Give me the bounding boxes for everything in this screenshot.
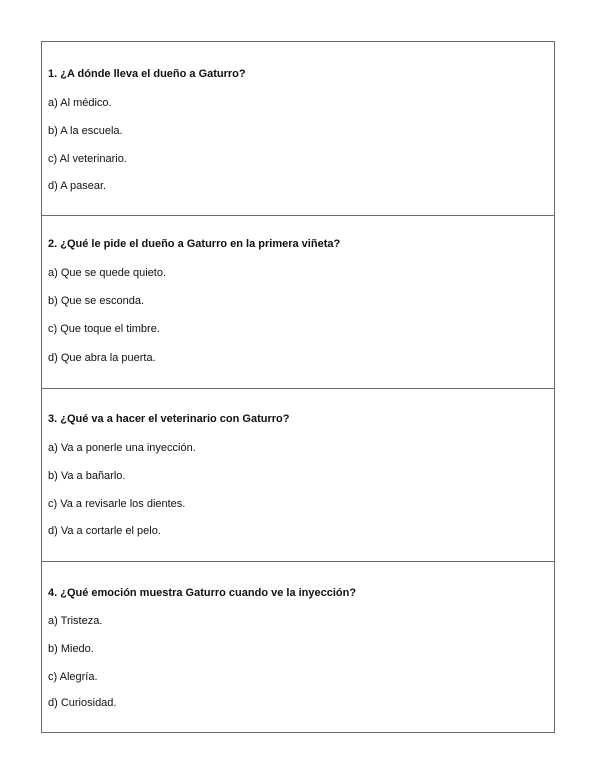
answer-option-c: c) Alegría.: [48, 671, 98, 683]
answer-option-c: c) Que toque el timbre.: [48, 323, 160, 335]
question-title: 2. ¿Qué le pide el dueño a Gaturro en la primera viñeta?: [48, 238, 341, 250]
answer-option-a: a) Va a ponerle una inyección.: [48, 442, 196, 454]
question-block-2: [42, 216, 554, 389]
question-title: 1. ¿A dónde lleva el dueño a Gaturro?: [48, 68, 246, 80]
answer-option-d: d) Va a cortarle el pelo.: [48, 525, 161, 537]
answer-option-c: c) Al veterinario.: [48, 153, 127, 165]
question-title: 3. ¿Qué va a hacer el veterinario con Gaturro?: [48, 413, 290, 425]
answer-option-a: a) Que se quede quieto.: [48, 267, 167, 279]
question-block-3: [42, 389, 554, 562]
answer-option-c: c) Va a revisarle los dientes.: [48, 498, 186, 510]
question-block-4: [42, 562, 554, 732]
answer-option-b: b) Miedo.: [48, 643, 94, 655]
answer-option-a: a) Al médico.: [48, 97, 112, 109]
answer-option-b: b) A la escuela.: [48, 125, 123, 137]
answer-option-b: b) Va a bañarlo.: [48, 470, 126, 482]
question-block-1: [42, 42, 554, 216]
answer-option-d: d) Que abra la puerta.: [48, 352, 156, 364]
answer-option-b: b) Que se esconda.: [48, 295, 145, 307]
question-title: 4. ¿Qué emoción muestra Gaturro cuando ve la inyección?: [48, 587, 357, 599]
answer-option-d: d) A pasear.: [48, 180, 107, 192]
answer-option-d: d) Curiosidad.: [48, 697, 117, 709]
quiz-sheet: [41, 41, 555, 733]
answer-option-a: a) Tristeza.: [48, 615, 103, 627]
